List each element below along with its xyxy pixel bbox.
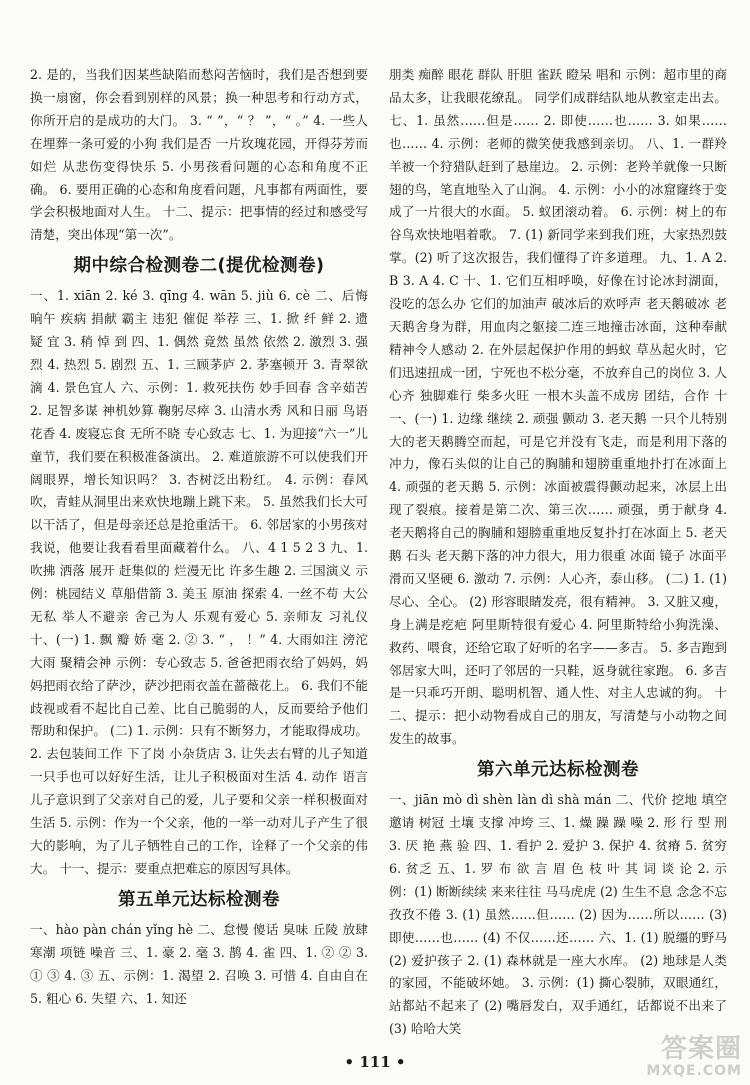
right-column	[389, 64, 727, 1041]
watermark-text: 答案圈	[660, 1034, 742, 1065]
left-column	[30, 64, 368, 1010]
unit6-answers: 一、jiān mò dì shèn làn dì shà mán 二、代价 挖地 填空 邀请 树冠 土壤 支撑 冲垮 三、1. 燥 躁 躁 噪 2. 形 行 型 刑 3. 厌 艳 燕 验 四、1. 看护 2. 爱护 3. 保护 4. 贫瘠 5. 贫穷 6. 贫乏 五、1. 罗 布 欲 言 眉 色 枝 叶 其 词 谈 论 2. 示例：(1) 断断续续 来来往往 马马虎虎 (2) 生生不息 念念不忘 孜孜不倦 3. (1) 虽然……但…… (2) 因为……所以…… (3) 即使……也…… (4) 不仅……还…… 六、1. (1) 脱缰的野马 (2) 爱护孩子 2. (1) 森林就是一座大水库。 (2) 地球是人类的家园，不能破坏她。 3. 示例：(1) 撕心裂肺，双眼通红，站都站不起来了 (2) 嘴唇发白，双手通红，话都说不出来了 (3) 哈哈大笑	[389, 792, 727, 1037]
section-title-unit5: 第五单元达标检测卷	[118, 889, 280, 910]
unit5-answers-continued: 朋类 痴醉 眼花 群队 肝胆 雀跃 瞪呆 唱和 示例：超市里的商品太多，让我眼花缭乱。 同学们成群结队地从教室走出去。 七、1. 虽然……但是…… 2. 即使……也…… 3. 如果……也…… 4. 示例：老师的微笑使我感到亲切。 八、1. 一群羚羊被一个狩猎队赶到了悬崖边。 2. 示例：老羚羊就像一只断翅的鸟，笔直地坠入了山涧。 4. 示例：小小的冰窟窿终于变成了一片很大的水面。 5. 蚁团滚动着。 6. 示例：树上的布谷鸟欢快地唱着歌。 7. (1) 新同学来到我们班，大家热烈鼓掌。(2) 听了这次报告，我们懂得了许多道理。 九、1. A 2. B 3. A 4. C 十、1. 它们互相呼唤，好像在讨论冰封湖面，没吃的怎么办 它们的加油声 破冰后的欢呼声 老天鹅破冰 老天鹅舍身为群，用血肉之躯接二连三地撞击冰面，这种奉献精神令人感动 2. 在外层起保护作用的蚂蚁 草丛起火时，它们迅速扭成一团，宁死也不松分毫，不放弃自己的岗位 3. 人心齐 独脚难行 柴多火旺 一根木头盖不成房 团结，合作 十一、(一) 1. 边缘 继续 2. 顽强 颤动 3. 老天鹅 一只个儿特别大的老天鹅腾空而起，可是它并没有飞走，而是利用下落的冲力，像石头似的让自己的胸脯和翅膀重重地扑打在冰面上 4. 顽强的老天鹅 5. 示例：冰面被震得颤动起来，冰层上出现了裂痕。接着是第二次、第三次…… 顽强，勇于献身 4. 老天鹅将自己的胸脯和翅膀重重地反复扑打在冰面上 5. 老天鹅 石头 老天鹅下落的冲力很大，用力很重 冰面 镜子 冰面平滑而又坚硬 6. 激动 7. 示例：人心齐，泰山移。 (二) 1. (1) 尽心、全心。 (2) 形容眼睛发亮，很有精神。 3. 又脏又瘦，身上满是疙疤 阿里斯特很有爱心 4. 阿里斯特给小狗洗澡、救药、喂食，还给它取了好听的名字——多吉。 5. 多吉跑到邻居家大叫，还叼了邻居的一只鞋，返身就往家跑。 6. 多吉是一只乖巧开朗、聪明机智、通人性、对主人忠诚的狗。 十二、提示：把小动物看成自己的朋友，写清楚与小动物之间发生的故事。	[389, 67, 727, 747]
midterm-answers: 一、1. xiān 2. ké 3. qīng 4. wān 5. jiù 6. cè 二、后悔 晌午 疾病 捐献 霸主 违犯 催促 举荐 三、1. 掀 纤 鲜 2. 遗 疑 宜 3. 稍 悼 到 四、1. 偶然 竟然 虽然 依然 2. 激烈 3. 强烈 4. 热烈 5. 剧烈 五、1. 三顾茅庐 2. 茅塞顿开 3. 青翠欲滴 4. 景色宜人 六、示例：1. 救死扶伤 妙手回春 含辛茹苦 2. 足智多谋 神机妙算 鞠躬尽瘁 3. 山清水秀 风和日丽 鸟语花香 4. 废寝忘食 无所不晓 专心致志 七、1. 为迎接“六一”儿童节，我们要在积极准备演出。 2. 难道旅游不可以使我们开阔眼界，增长知识吗？ 3. 杏树泛出粉红。 4. 示例：春风吹，青蛙从洞里出来欢快地蹦上跳下来。 5. 虽然我们长大可以干活了，但是母亲还总是抢重活干。 6. 邻居家的小男孩对我说，他要让我看看里面藏着什么。 八、4 1 5 2 3 九、1. 吹拂 洒落 展开 赶集似的 烂漫无比 许多生趣 2. 三国演义 示例：桃园结义 草船借箭 3. 美玉 原油 探索 4. 一丝不苟 大公无私 举人不避亲 舍己为人 乐观有爱心 5. 亲师友 习礼仪 十、(一) 1. 飘 瓣 娇 毫 2. ② 3. “ ， ！” 4. 大雨如注 滂沱大雨 聚精会神 示例：专心致志 5. 爸爸把雨衣给了妈妈，妈妈把雨衣给了萨沙，萨沙把雨衣盖在蔷薇花上。 6. 我们不能歧视或看不起比自己差、比自己脆弱的人，反而要给予他们帮助和保护。 (二) 1. 示例：只有不断努力，才能取得成功。 2. 去包装间工作 下了岗 小杂货店 3. 让失去右臂的儿子知道一只手也可以好好生活，让儿子积极面对生活 4. 动作 语言 儿子意识到了父亲对自己的爱，儿子要和父亲一样积极面对生活 5. 示例：作为一个父亲，他的一举一动对儿子产生了很大的影响，为了儿子牺牲自己的工作，诠释了一个父亲的伟大。 十一、提示：要重点把难忘的原因写具体。	[30, 288, 368, 876]
intro-answers: 2. 是的，当我们因某些缺陷而愁闷苦恼时，我们是否想到要换一扇窗，你会看到别样的风景；换一种思考和行动方式，你所开启的是成功的大门。 3. “ ”，“ ？ ”，“ 。” 4. 一些人在埋葬一条可爱的小狗 我们是否 一片玫瑰花园，开得芬芳而如烂 从悲伤变得快乐 5. 小男孩看问题的心态和角度不正确。 6. 要用正确的心态和角度看问题，凡事都有两面性，要学会积极地面对人生。 十二、提示：把事情的经过和感受写清楚，突出体现“第一次”。	[30, 67, 368, 243]
watermark-url: MXQE.COM	[646, 1062, 742, 1079]
section-title-unit6: 第六单元达标检测卷	[477, 760, 639, 781]
section-title-midterm: 期中综合检测卷二(提优检测卷)	[73, 256, 325, 277]
page-number: • 111 •	[344, 1053, 406, 1071]
unit5-answers: 一、hào pàn chán yǐng hè 二、怠慢 傻话 臭味 丘陵 放肆 寒潮 项链 噪音 三、1. 豪 2. 毫 3. 鹊 4. 雀 四、1. ② ② 3. ① ③ 4. ③ 五、示例：1. 渴望 2. 召唤 3. 可惜 4. 自由自在 5. 粗心 6. 失望 六、1. 知还	[30, 921, 368, 1006]
watermark-logo	[646, 1035, 742, 1079]
